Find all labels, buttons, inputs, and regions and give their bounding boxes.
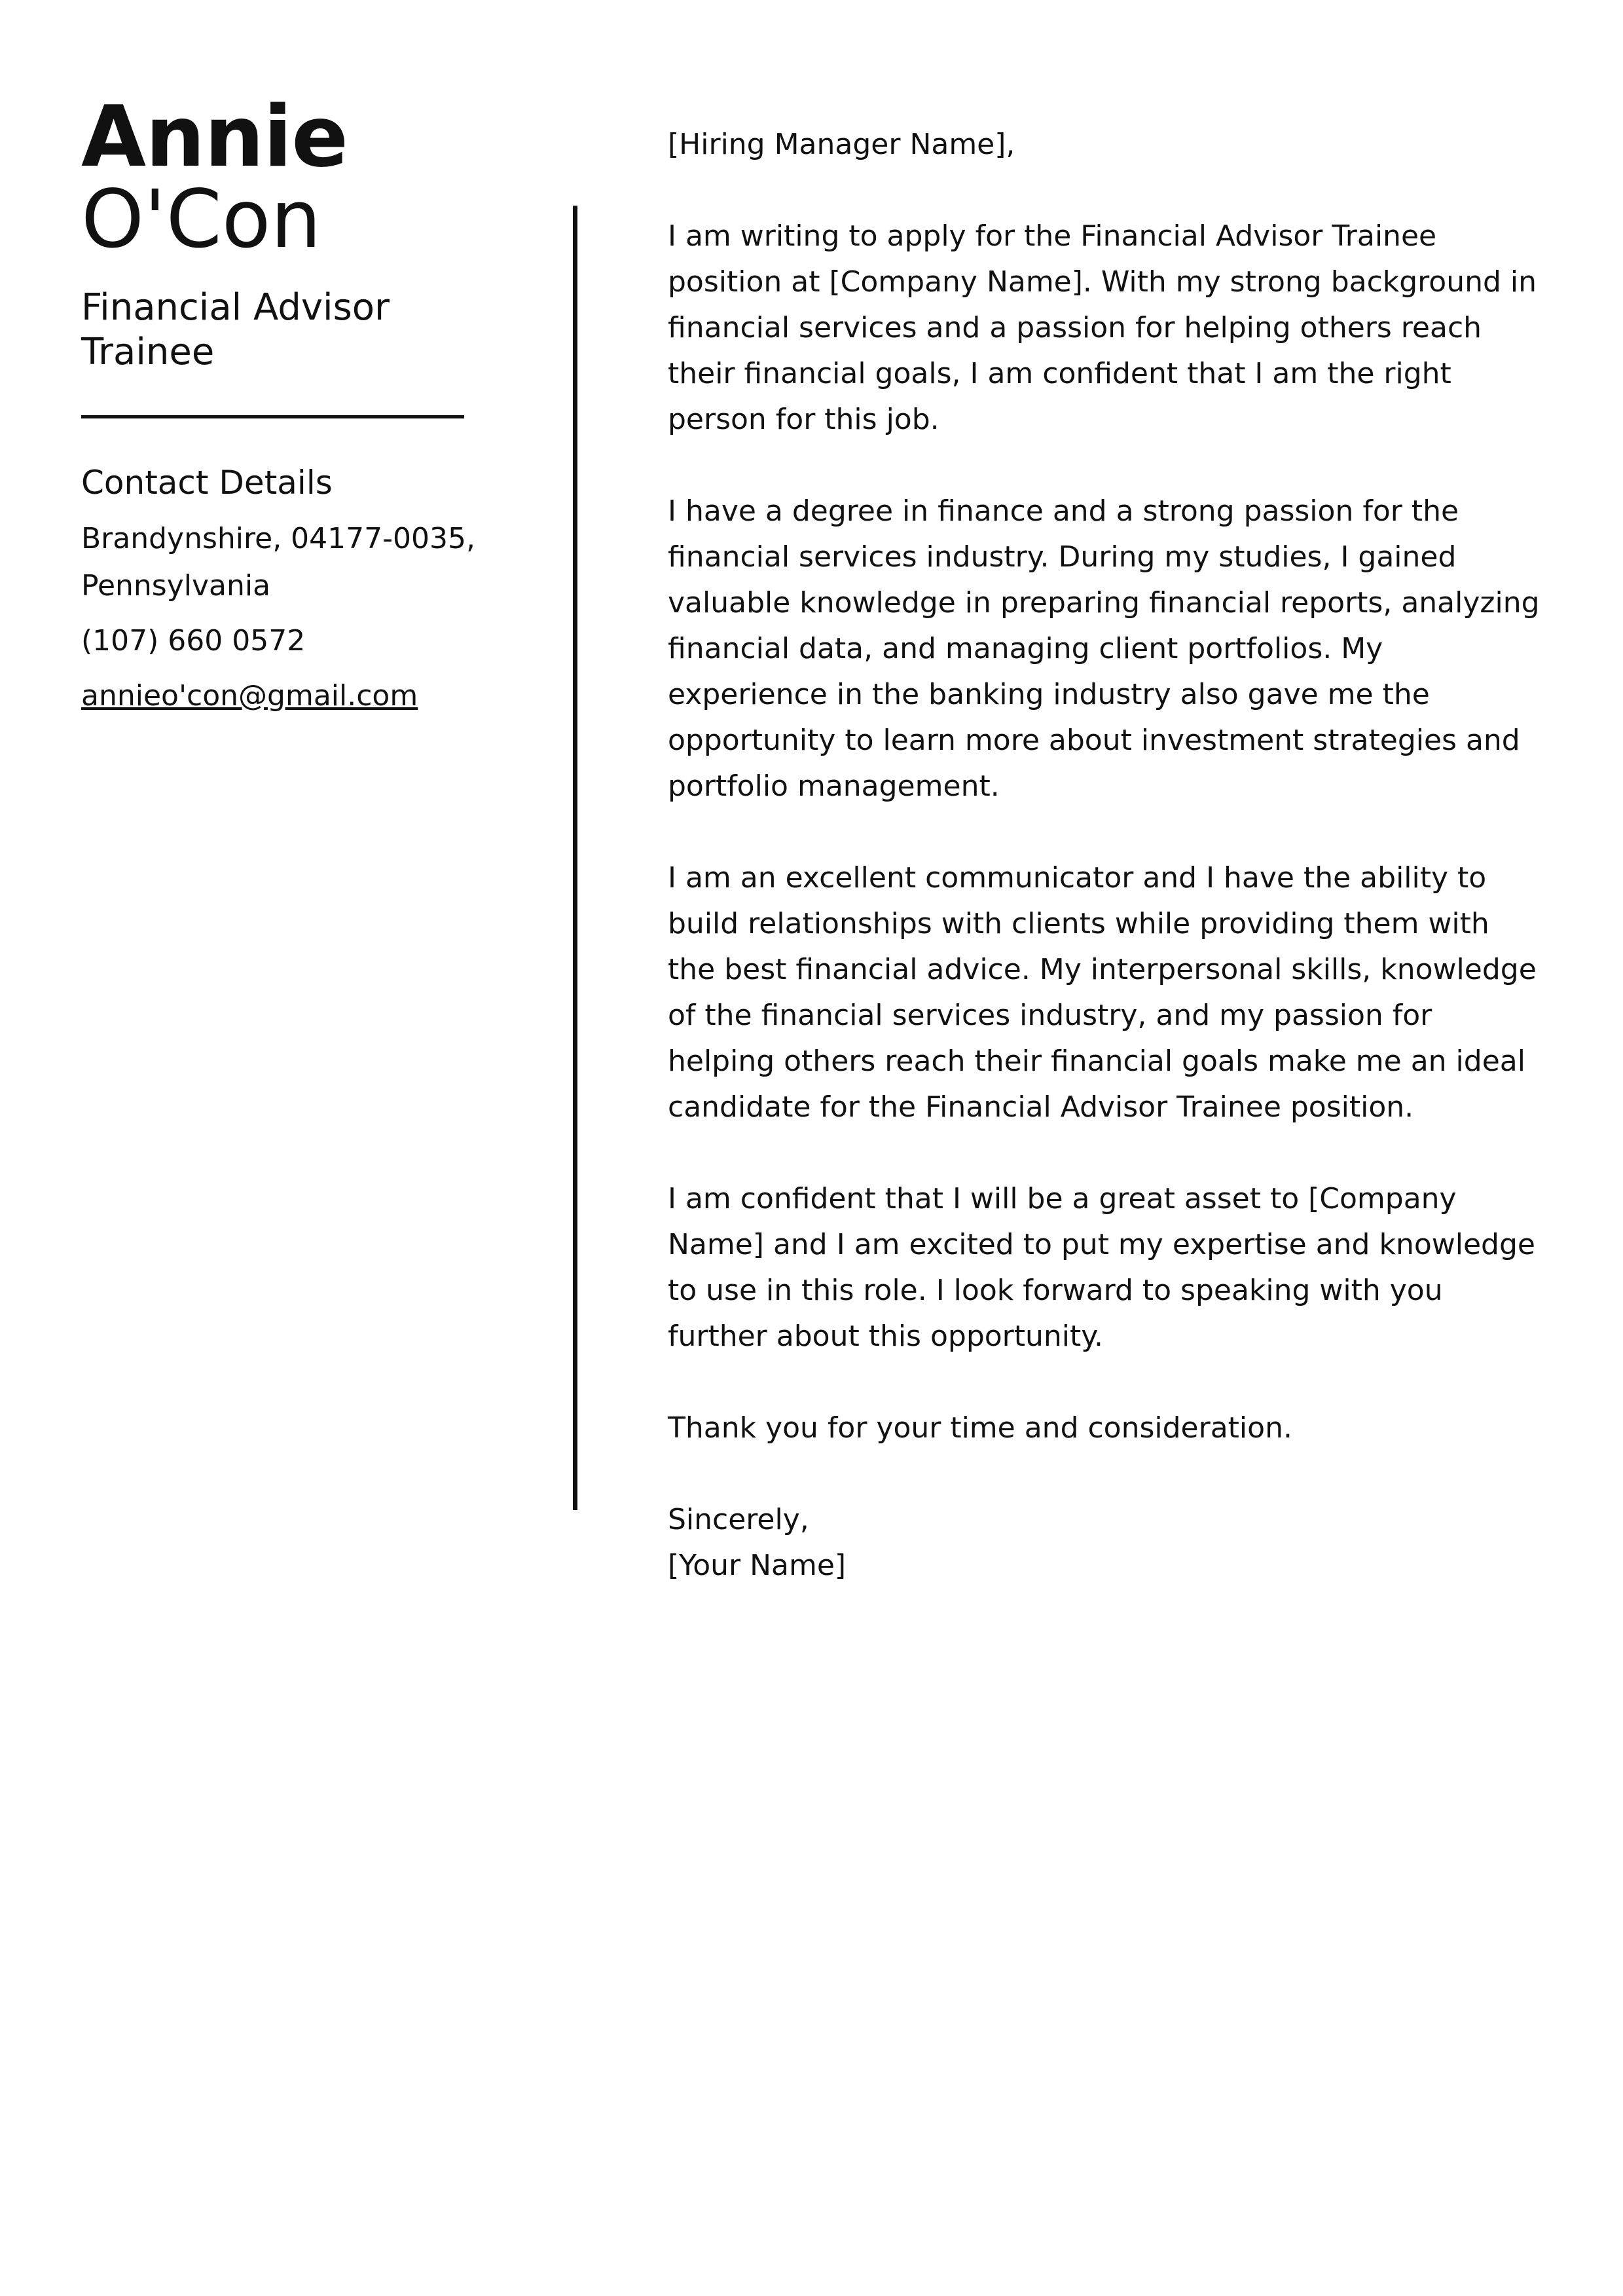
vertical-divider [573,206,577,1510]
letter-paragraph: I am an excellent communicator and I have the ability to build relationships with clients while providing them with the best financial advice. My interpersonal skills, knowledge of the financial services industry, and my passion for helping others reach their financial goals make me an ideal candidate for the Financial Advisor Trainee position. [668,861,1537,1124]
salutation: [Hiring Manager Name], [668,128,1015,161]
first-name: Annie [81,88,348,186]
closing: Sincerely, [668,1503,809,1536]
contact-list [81,515,487,720]
letter-paragraph: Thank you for your time and consideration. [668,1411,1292,1445]
cover-letter-body [668,122,1545,1589]
sidebar [81,88,487,720]
contact-details-heading: Contact Details [81,464,333,502]
signature: [Your Name] [668,1549,847,1582]
contact-address: Brandynshire, 04177-0035, Pennsylvania [81,522,475,602]
job-title: Financial Advisor Trainee [81,286,390,373]
contact-email-link[interactable]: annieo'con@gmail.com [81,679,418,713]
letter-paragraph: I am confident that I will be a great asset to [Company Name] and I am excited to put my expertise and knowledge to use in this role. I look forward to speaking with you further about this opportunity. [668,1182,1535,1353]
closing-block [668,1497,1545,1589]
title-divider [81,415,464,418]
last-name: O'Con [81,173,321,266]
letter-paragraph: I have a degree in finance and a strong passion for the financial services industry. During my studies, I gained valuable knowledge in preparing financial reports, analyzing financial data, and managing client portfolios. My experience in the banking industry also gave me the opportunity to learn more about investment strategies and portfolio management. [668,494,1540,803]
contact-phone: (107) 660 0572 [81,624,306,657]
letter-paragraph: I am writing to apply for the Financial Advisor Trainee position at [Company Name]. With my strong background in financial services and a passion for helping others reach their financial goals, I am confident that I am the right person for this job. [668,219,1537,436]
